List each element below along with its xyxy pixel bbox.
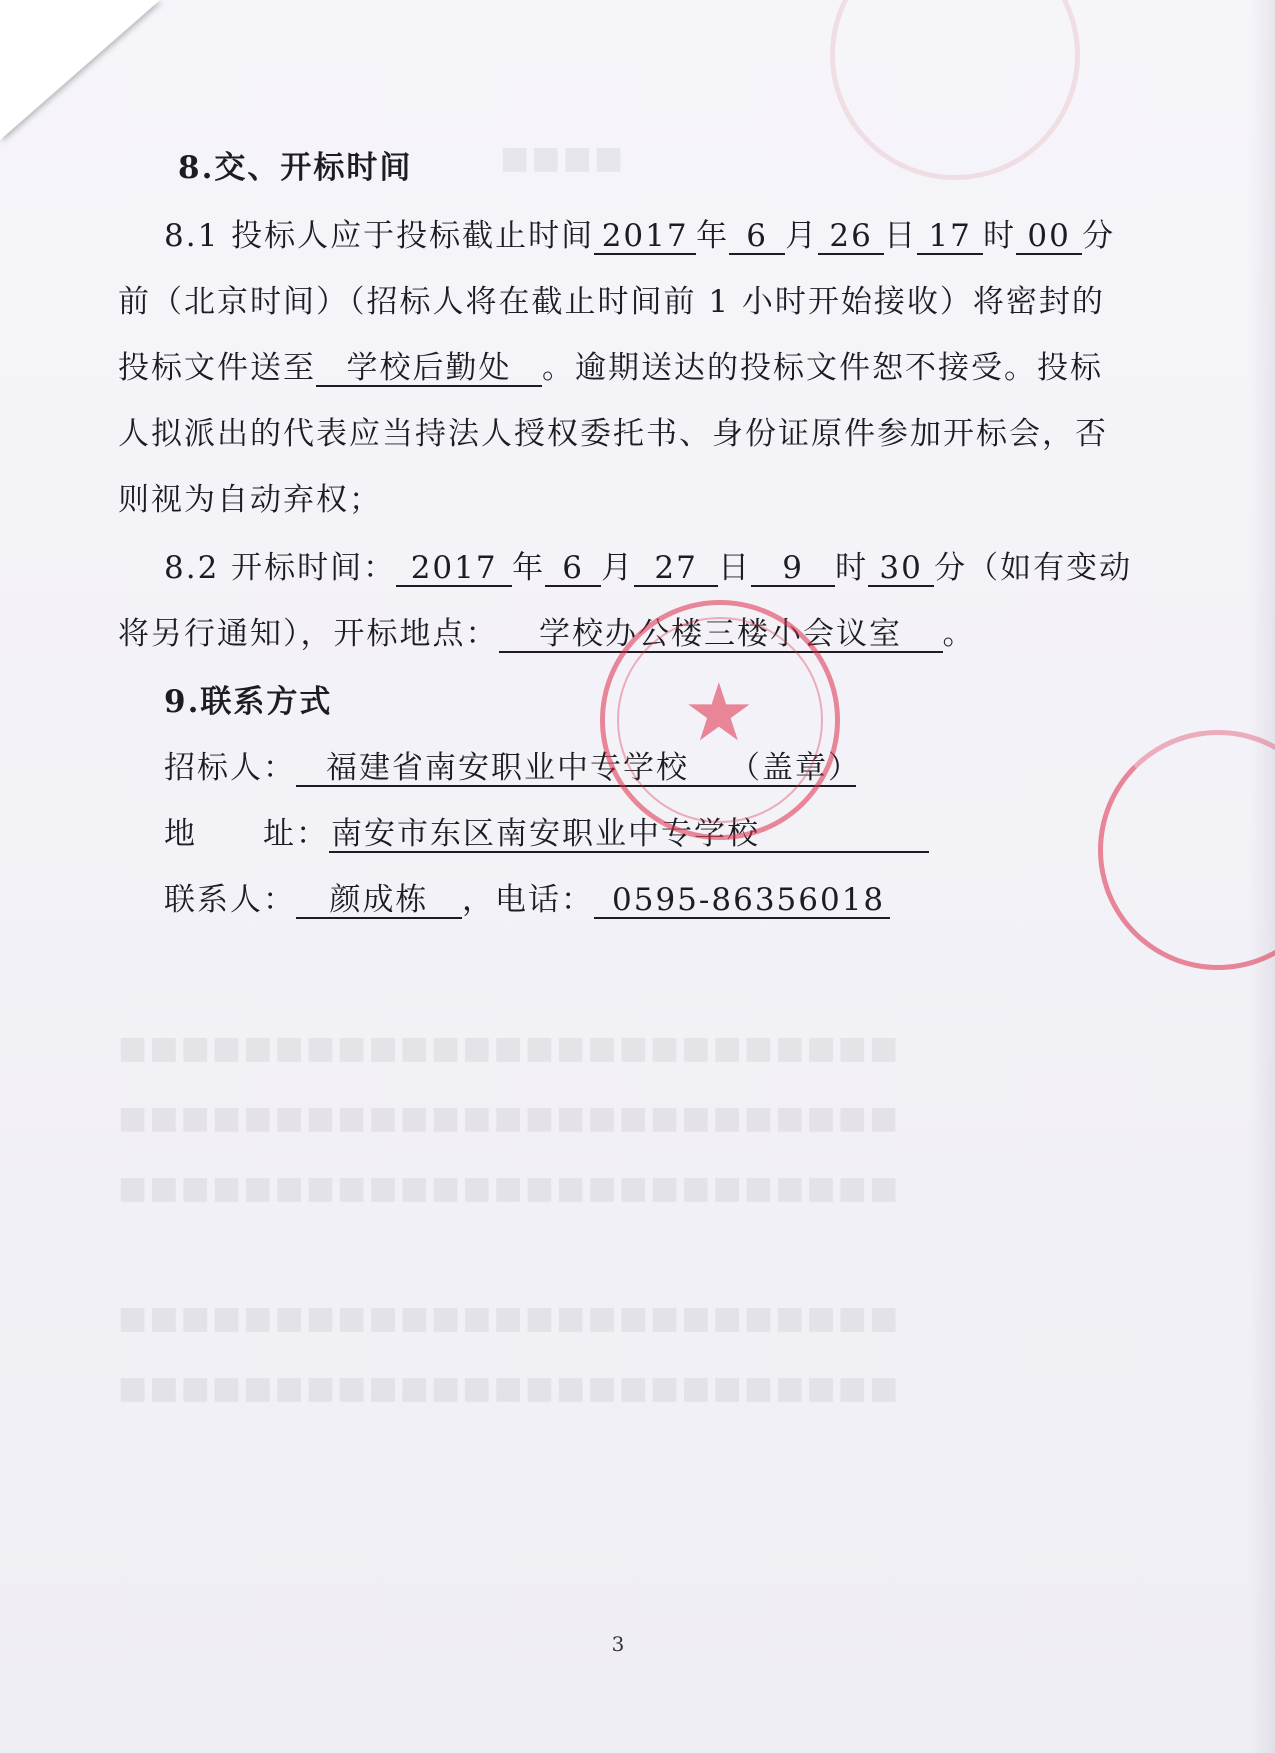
opening-intro: 8.2 开标时间： — [164, 550, 397, 586]
bleed-through-text: ■■■■■■■■■■■■■■■■■■■■■■■■■ — [118, 1170, 901, 1206]
phone-value: 0595-86356018 — [594, 883, 890, 919]
minute-unit: 分 — [1082, 218, 1116, 254]
submission-place: 学校后勤处 — [316, 351, 542, 387]
tenderer-value: 福建省南安职业中专学校 — [326, 750, 689, 786]
paragraph-line: 人拟派出的代表应当持法人授权委托书、身份证原件参加开标会，否 — [118, 416, 1108, 452]
opening-place-line — [118, 614, 1275, 654]
opening-minute: 30 — [868, 551, 934, 587]
opening-tail: 分（如有变动 — [934, 550, 1133, 586]
opening-month: 6 — [545, 551, 601, 587]
bleed-through-text: ■■■■■■■■■■■■■■■■■■■■■■■■■ — [118, 1030, 901, 1066]
phone-label: ，电话： — [462, 882, 594, 918]
opening-time-line — [164, 548, 1275, 588]
day-unit: 日 — [718, 550, 752, 586]
year-unit: 年 — [696, 218, 730, 254]
day-unit: 日 — [884, 218, 918, 254]
deadline-intro: 8.1 投标人应于投标截止时间 — [164, 218, 595, 254]
submission-intro: 投标文件送至 — [118, 350, 316, 386]
opening-day: 27 — [634, 551, 718, 587]
folded-corner — [0, 0, 160, 140]
deadline-year: 2017 — [594, 219, 696, 255]
deadline-day: 26 — [818, 219, 884, 255]
contact-label: 联系人： — [164, 882, 296, 918]
paragraph-line: 前（北京时间）（招标人将在截止时间前 1 小时开始接收）将密封的 — [118, 284, 1105, 320]
bleed-through-text: ■■■■■■■■■■■■■■■■■■■■■■■■■ — [118, 1370, 901, 1406]
hour-unit: 时 — [835, 550, 869, 586]
page-number: 3 — [611, 1632, 625, 1656]
opening-year: 2017 — [396, 551, 512, 587]
address-line — [164, 814, 1275, 854]
page-edge-shadow — [1249, 0, 1275, 1753]
section-8-heading: 8.交、开标时间 — [178, 150, 413, 186]
bleed-through-text: ■■■■■■■■■■■■■■■■■■■■■■■■■ — [118, 1300, 901, 1336]
tenderer-field — [296, 750, 861, 787]
tenderer-line — [164, 748, 1275, 788]
deadline-month: 6 — [729, 219, 785, 255]
address-value: 南安市东区南安职业中专学校 — [329, 817, 929, 853]
bleed-through-text: ■■■■■■■■■■■■■■■■■■■■■■■■■ — [118, 1100, 901, 1136]
opening-place-intro: 将另行通知），开标地点： — [118, 616, 499, 652]
contact-line — [164, 880, 1275, 920]
bleed-through-text: ■■■■ — [500, 140, 626, 176]
seal-star-icon: ★ — [683, 666, 755, 759]
month-unit: 月 — [785, 218, 819, 254]
year-unit: 年 — [512, 550, 546, 586]
sentence-end: 。 — [942, 616, 976, 652]
tenderer-label: 招标人： — [164, 750, 296, 786]
deadline-line — [164, 216, 1275, 256]
hour-unit: 时 — [983, 218, 1017, 254]
section-9-heading: 9.联系方式 — [164, 684, 333, 720]
submission-line — [118, 348, 1275, 388]
opening-hour: 9 — [751, 551, 835, 587]
seal-note: （盖章） — [729, 750, 861, 786]
contact-value: 颜成栋 — [296, 883, 462, 919]
opening-place: 学校办公楼三楼小会议室 — [499, 617, 943, 653]
paragraph-line: 则视为自动弃权； — [118, 482, 382, 518]
deadline-hour: 17 — [917, 219, 983, 255]
month-unit: 月 — [601, 550, 635, 586]
deadline-minute: 00 — [1016, 219, 1082, 255]
submission-tail: 。逾期送达的投标文件恕不接受。投标 — [542, 350, 1103, 386]
address-label: 地 址： — [164, 816, 329, 852]
